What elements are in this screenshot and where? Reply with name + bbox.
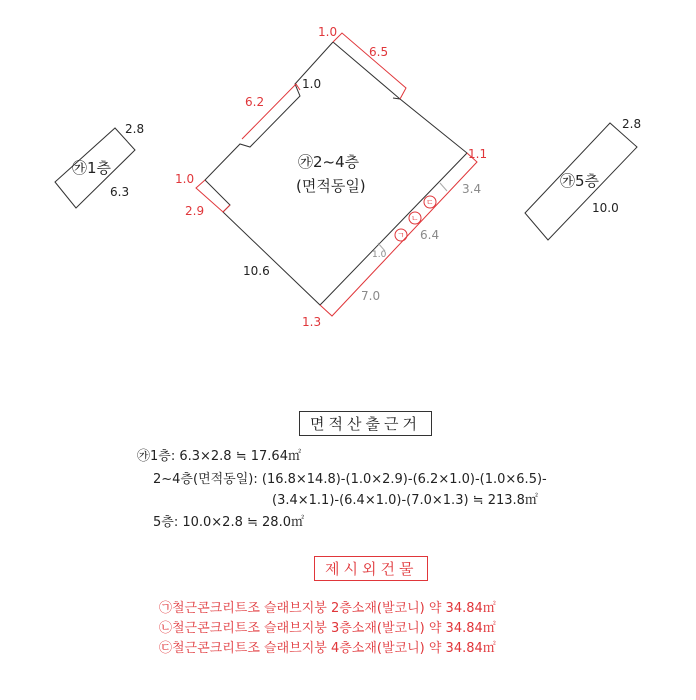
- dim: 2.9: [185, 204, 205, 218]
- svg-text:ㄷ: ㄷ: [426, 198, 434, 207]
- extra-line: ㉠철근콘크리트조 슬래브지붕 2층소재(발코니) 약 34.84㎡: [159, 601, 496, 616]
- main-label-sub: (면적동일): [296, 177, 366, 195]
- calc-line: (3.4×1.1)-(6.4×1.0)-(7.0×1.3) ≒ 213.8㎡: [272, 493, 538, 508]
- extra-line: ㉡철근콘크리트조 슬래브지붕 3층소재(발코니) 약 34.84㎡: [159, 621, 496, 636]
- dim: 2.8: [125, 122, 145, 136]
- dim: 6.2: [245, 95, 265, 109]
- building-5f-label: ㉮5층: [560, 172, 600, 190]
- dim: 10.0: [592, 201, 619, 215]
- dim: 7.0: [361, 289, 381, 303]
- svg-text:ㄱ: ㄱ: [397, 231, 405, 240]
- exclusion-areas: [196, 33, 477, 316]
- dim: 1.1: [468, 147, 488, 161]
- building-1f-label: ㉮1층: [72, 159, 112, 177]
- dim: 1.0: [372, 250, 387, 260]
- calc-line: ㉮1층: 6.3×2.8 ≒ 17.64㎡: [137, 449, 301, 464]
- dim: 10.6: [243, 264, 270, 278]
- dim: 6.4: [420, 228, 440, 242]
- calc-line: 2~4층(면적동일): (16.8×14.8)-(1.0×2.9)-(6.2×1.0)-(1.0×6.5)-: [153, 472, 547, 487]
- extra-line: ㉢철근콘크리트조 슬래브지붕 4층소재(발코니) 약 34.84㎡: [159, 641, 496, 656]
- dim: 1.0: [318, 25, 338, 39]
- extra-title: 제시외건물: [314, 556, 428, 581]
- dim: 1.3: [302, 315, 322, 329]
- dim: 6.3: [110, 185, 130, 199]
- dim: 1.0: [175, 172, 195, 186]
- main-label: ㉮2~4층: [298, 153, 360, 171]
- calc-line: 5층: 10.0×2.8 ≒ 28.0㎡: [153, 515, 304, 530]
- svg-text:ㄴ: ㄴ: [411, 214, 419, 223]
- dim: 6.5: [369, 45, 389, 59]
- dim: 3.4: [462, 182, 482, 196]
- calc-title: 면적산출근거: [299, 411, 432, 436]
- dim: 2.8: [622, 117, 642, 131]
- dim: 1.0: [302, 77, 322, 91]
